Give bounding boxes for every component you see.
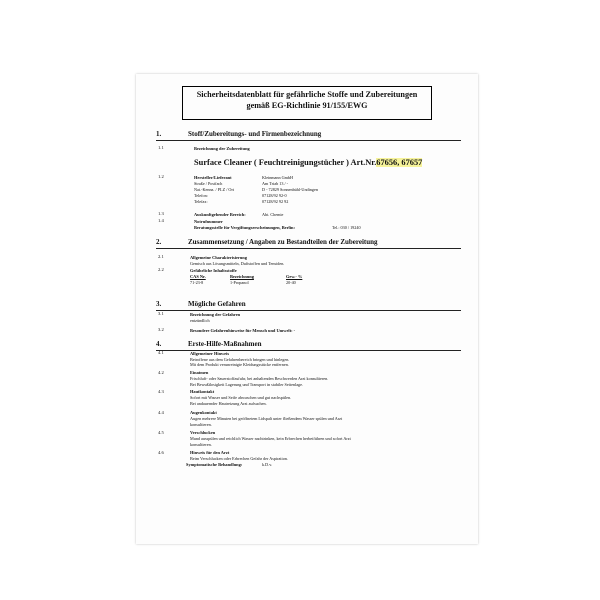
section-4-3-line-2: Bei andauernder Hautreizung Arzt aufsuchen.: [190, 401, 267, 406]
supplier-key-2: Nat.-Kennz. / PLZ / Ort: [194, 187, 235, 192]
supplier-value-2: Am Triab 13 / -: [262, 181, 289, 186]
section-1-3-label: Auskunftgebender Bereich:: [194, 212, 246, 217]
section-4-2-line-1: Frischluft- oder Sauerstoffzufuhr, bei anhaltenden Beschwerden Arzt konsultieren.: [190, 376, 329, 381]
supplier-key-1: Straße / Postfach: [194, 181, 223, 186]
section-3-1-number: 3.1: [158, 311, 164, 316]
section-4-5-line-1: Mund ausspülen und reichlich Wasser nachtrinken, kein Erbrechen herbeiführen und sofort Arzt: [190, 436, 351, 441]
document-title-box: [182, 86, 432, 120]
section-2-2-number: 2.2: [158, 267, 164, 272]
section-2-1-number: 2.1: [158, 254, 164, 259]
section-4-4-number: 4.4: [158, 410, 164, 415]
section-2-1-label: Allgemeine Charakterisierung: [190, 255, 247, 260]
supplier-value-4: 07128/92 92-0: [262, 193, 287, 198]
section-3-number: 3.: [156, 300, 162, 308]
section-2-heading: Zusammensetzung / Angaben zu Bestandteilen der Zubereitung: [188, 238, 378, 246]
section-4-6-label: Hinweis für den Arzt: [190, 450, 230, 455]
product-name-text: Surface Cleaner ( Feuchtreinigungstücher ) Art.Nr.: [194, 158, 377, 167]
section-4-3-line-1: Sofort mit Wasser und Seife abwaschen und gut nachspülen.: [190, 395, 292, 400]
table-cell-weight: 20-40: [286, 280, 296, 285]
section-1-1-number: 1.1: [158, 145, 164, 150]
table-header-name: Bezeichnung: [230, 274, 254, 279]
section-4-5-number: 4.5: [158, 430, 164, 435]
section-4-1-number: 4.1: [158, 350, 164, 355]
table-header-cas: CAS Nr.: [190, 274, 206, 279]
section-1-2-number: 1.2: [158, 174, 164, 179]
section-1-heading: Stoff/Zubereitungs- und Firmenbezeichnung: [188, 130, 322, 138]
section-4-4-label: Augenkontakt: [190, 410, 217, 415]
section-3-2-number: 3.2: [158, 327, 164, 332]
section-3-rule: [156, 310, 461, 311]
section-1-3-number: 1.3: [158, 211, 164, 216]
section-4-6-number: 4.6: [158, 450, 164, 455]
supplier-value-1: Kleinmann GmbH: [262, 175, 294, 180]
section-4-1-label: Allgemeiner Hinweis: [190, 351, 230, 356]
document-title-line-2: gemäß EG-Richtlinie 91/155/EWG: [246, 101, 368, 110]
table-cell-name: 1-Propanol: [230, 280, 249, 285]
section-4-6-line-1: Beim Verschlucken oder Erbrechen Gefahr der Aspiration.: [190, 456, 288, 461]
section-2-rule: [156, 248, 461, 249]
section-4-5-label: Verschlucken: [190, 430, 216, 435]
section-4-2-line-2: Bei Bewußtlosigkeit Lagerung und Transport in stabiler Seitenlage.: [190, 382, 304, 387]
section-4-4-line-1: Augen mehrere Minuten bei geöffnetem Lidspalt unter fließendem Wasser spülen und Arzt: [190, 416, 343, 421]
emergency-phone: Tel.: 030 / 19240: [332, 225, 361, 230]
section-2-1-text: Gemisch aus Lösungsmitteln, Duftstoffen und Tensiden.: [190, 261, 285, 266]
symptom-value: k.D.v.: [262, 462, 273, 467]
section-1-rule: [156, 140, 461, 141]
section-1-3-value: Abt. Chemie: [262, 212, 284, 217]
section-2-number: 2.: [156, 238, 162, 246]
section-2-2-label: Gefährliche Inhaltsstoffe: [190, 268, 237, 273]
section-4-heading: Erste-Hilfe-Maßnahmen: [188, 340, 262, 348]
section-1-2-label: Hersteller/Lieferant: [194, 175, 232, 180]
document-title-line-1: Sicherheitsdatenblatt für gefährliche Stoffe und Zubereitungen: [196, 90, 418, 99]
section-4-4-line-2: konsultieren.: [190, 422, 212, 427]
product-name: [194, 158, 422, 167]
section-1-1-label: Bezeichnung der Zubereitung: [194, 146, 250, 151]
table-header-weight: Gew.- %: [286, 274, 303, 279]
product-article-numbers: 67656, 67657: [376, 158, 423, 167]
section-1-4-line-2: Beratungsstelle für Vergiftungserscheinungen, Berlin:: [194, 225, 295, 230]
section-1-4-number: 1.4: [158, 218, 164, 223]
section-4-3-label: Hautkontakt: [190, 389, 215, 394]
supplier-value-3: D - 72829 Sonnenbühl-Undingen: [262, 187, 318, 192]
symptom-label: Symptomatische Behandlung:: [186, 462, 243, 467]
section-4-number: 4.: [156, 340, 162, 348]
section-3-1-text: entzündlich: [190, 318, 210, 323]
section-3-2-label: Besondere Gefahrenhinweise für Mensch und Umwelt: -: [190, 328, 296, 333]
section-4-1-line-1: Betroffene aus dem Gefahrenbereich bringen und hinlegen.: [190, 357, 290, 362]
supplier-key-4: Telefax:: [194, 199, 208, 204]
section-4-1-line-2: Mit dem Produkt verunreinigte Kleidungsstücke entfernen.: [190, 362, 289, 367]
section-4-2-label: Einatmen: [190, 370, 209, 375]
section-4-5-line-2: konsultieren.: [190, 442, 212, 447]
datasheet-page: [136, 74, 478, 544]
section-3-heading: Mögliche Gefahren: [188, 300, 246, 308]
section-1-number: 1.: [156, 130, 162, 138]
supplier-value-5: 07128/92 92 92: [262, 199, 289, 204]
section-4-3-number: 4.3: [158, 389, 164, 394]
section-1-4-label: Notrufnummer: [194, 219, 223, 224]
section-3-1-label: Bezeichnung der Gefahren: [190, 312, 241, 317]
section-4-2-number: 4.2: [158, 370, 164, 375]
supplier-key-3: Telefon:: [194, 193, 208, 198]
table-cell-cas: 71-23-8: [190, 280, 204, 285]
